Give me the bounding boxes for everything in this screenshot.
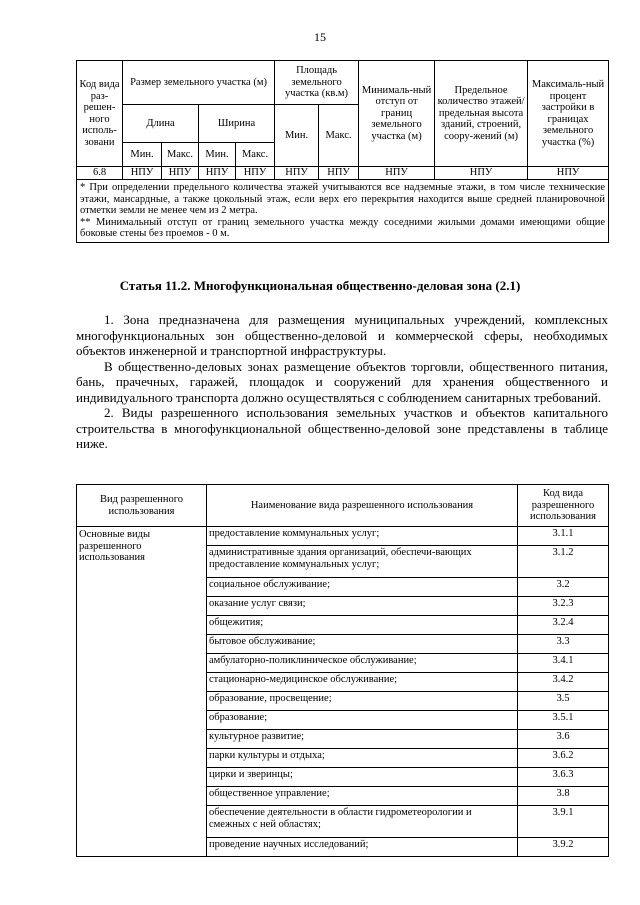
header-min-setback: Минималь-ный отступ от границ земельного участка (м) [359, 61, 435, 167]
use-code: 3.6.3 [518, 768, 609, 787]
use-name: социальное обслуживание; [207, 578, 518, 597]
cell-value: НПУ [319, 167, 359, 180]
header-width: Ширина [199, 105, 275, 143]
use-name: оказание услуг связи; [207, 597, 518, 616]
cell-value: НПУ [236, 167, 275, 180]
use-code: 3.2.4 [518, 616, 609, 635]
use-name: административные здания организаций, обеспечи-вающих предоставление коммунальных услуг; [207, 546, 518, 578]
use-code: 3.3 [518, 635, 609, 654]
use-code: 3.8 [518, 787, 609, 806]
header-length: Длина [123, 105, 199, 143]
use-name: общежития; [207, 616, 518, 635]
header-width-max: Макс. [236, 143, 275, 167]
header-length-min: Мин. [123, 143, 162, 167]
header-plot-area: Площадь земельного участка (кв.м) [275, 61, 359, 105]
cell-value: НПУ [162, 167, 199, 180]
header-area-max: Макс. [319, 105, 359, 167]
paragraph-2: В общественно-деловых зонах размещение объектов торговли, общественного питания, бань, прачечных, гаражей, площадок и сооружений для хранения общественного и индивидуального транспорта должно осуществляться с соблюдением санитарных требований. [76, 358, 608, 405]
use-code: 3.1.2 [518, 546, 609, 578]
use-code: 3.9.2 [518, 838, 609, 857]
note-setback: ** Минимальный отступ от границ земельного участка между соседними жилыми домами имеющими общие боковые стены без проемов - 0 м. [80, 216, 606, 239]
cell-value: НПУ [123, 167, 162, 180]
use-code: 3.4.2 [518, 673, 609, 692]
table-row [77, 167, 609, 180]
use-name: образование, просвещение; [207, 692, 518, 711]
header-code: Код вида раз-решен-ного исполь-зовани [77, 61, 123, 167]
header-floor-limit: Предельное количество этажей/ предельная высота зданий, строений, соору-жений (м) [435, 61, 528, 167]
use-name: образование; [207, 711, 518, 730]
use-group-main: Основные виды разрешенного использования [77, 527, 207, 857]
use-code: 3.9.1 [518, 806, 609, 838]
paragraph-1: 1. Зона предназначена для размещения муниципальных учреждений, комплексных многофункциональных зон общественно-деловой и коммерческой сферы, необходимых объектов инженерной и транспортной инфраструктуры. [76, 312, 608, 358]
cell-value: НПУ [528, 167, 609, 180]
use-name: цирки и зверинцы; [207, 768, 518, 787]
table-notes [77, 180, 609, 243]
header-length-max: Макс. [162, 143, 199, 167]
cell-value: НПУ [199, 167, 236, 180]
header-plot-size: Размер земельного участка (м) [123, 61, 275, 105]
use-name: стационарно-медицинское обслуживание; [207, 673, 518, 692]
use-name: культурное развитие; [207, 730, 518, 749]
use-code: 3.2.3 [518, 597, 609, 616]
use-name: парки культуры и отдыха; [207, 749, 518, 768]
article-body [76, 312, 608, 452]
use-name: обеспечение деятельности в области гидрометеорологии и смежных с ней областях; [207, 806, 518, 838]
page-number: 15 [314, 30, 326, 44]
use-name: бытовое обслуживание; [207, 635, 518, 654]
use-code: 3.5 [518, 692, 609, 711]
header-max-coverage: Максималь-ный процент застройки в границах земельного участка (%) [528, 61, 609, 167]
header-use-name: Наименование вида разрешенного использования [207, 485, 518, 527]
use-code: 3.1.1 [518, 527, 609, 546]
cell-value: НПУ [275, 167, 319, 180]
header-use-code: Код вида разрешенного использования [518, 485, 609, 527]
use-code: 3.2 [518, 578, 609, 597]
use-name: предоставление коммунальных услуг; [207, 527, 518, 546]
article-heading: Статья 11.2. Многофункциональная общественно-деловая зона (2.1) [119, 278, 521, 293]
cell-value: НПУ [359, 167, 435, 180]
use-name: амбулаторно-поликлиническое обслуживание; [207, 654, 518, 673]
note-floors: * При определении предельного количества этажей учитываются все надземные этажи, в том числе технические этажи, мансардные, а также цокольный этаж, если верх его перекрытия находится выше средней планировочной отметки земли не менее чем из 2 метра. [80, 182, 606, 216]
use-code: 3.5.1 [518, 711, 609, 730]
cell-value: НПУ [435, 167, 528, 180]
paragraph-3: 2. Виды разрешенного использования земельных участков и объектов капитального строительства в многофункциональной общественно-деловой зоне представлены в таблице ниже. [76, 405, 608, 451]
use-code: 3.6 [518, 730, 609, 749]
use-name: проведение научных исследований; [207, 838, 518, 857]
use-code: 3.4.1 [518, 654, 609, 673]
header-use-kind: Вид разрешенного использования [77, 485, 207, 527]
cell-code: 6.8 [77, 167, 123, 180]
permitted-uses-table [76, 484, 609, 857]
use-code: 3.6.2 [518, 749, 609, 768]
header-area-min: Мин. [275, 105, 319, 167]
header-width-min: Мин. [199, 143, 236, 167]
use-name: общественное управление; [207, 787, 518, 806]
zone-parameters-table [76, 60, 609, 243]
